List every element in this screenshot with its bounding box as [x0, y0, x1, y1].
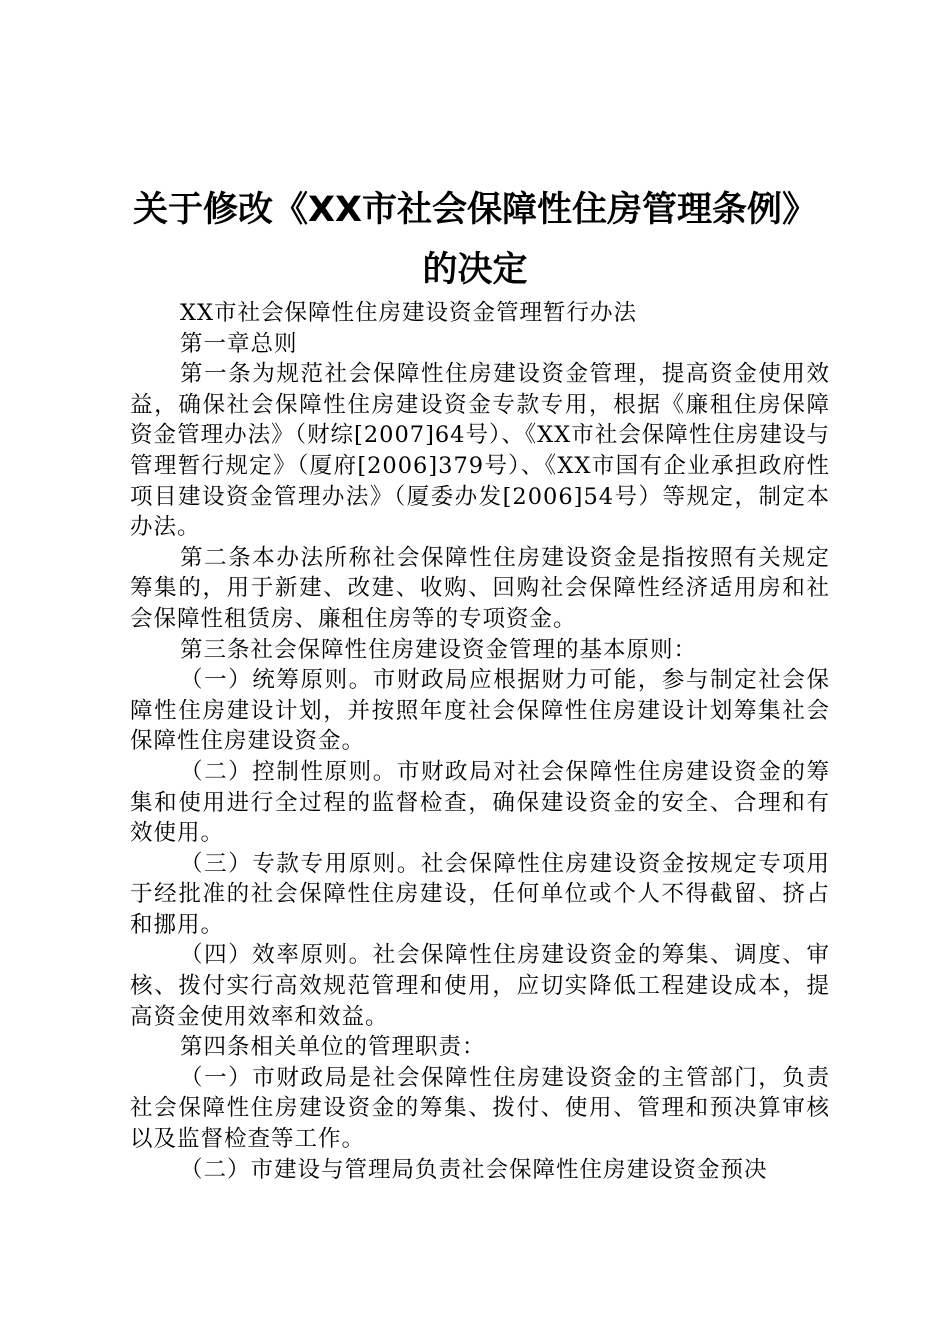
paragraph-article-2: 第二条本办法所称社会保障性住房建设资金是指按照有关规定筹集的，用于新建、改建、收购、回购社会保障性经济适用房和社会保障性租赁房、廉租住房等的专项资金。	[130, 544, 830, 632]
document-body	[130, 298, 830, 1185]
document-title-line1: 关于修改《XX市社会保障性住房管理条例》	[133, 190, 817, 230]
paragraph-principle-1: （一）统筹原则。市财政局应根据财力可能，参与制定社会保障性住房建设计划，并按照年度社会保障性住房建设计划筹集社会保障性住房建设资金。	[130, 667, 830, 755]
paragraph-article-3: 第三条社会保障性住房建设资金管理的基本原则：	[180, 636, 698, 663]
document-title-line2: 的决定	[422, 250, 528, 290]
paragraph-subtitle: XX市社会保障性住房建设资金管理暂行办法	[180, 300, 638, 326]
paragraph-principle-3: （三）专款专用原则。社会保障性住房建设资金按规定专项用于经批准的社会保障性住房建设，任何单位或个人不得截留、挤占和挪用。	[130, 850, 830, 938]
paragraph-chapter-heading: 第一章总则	[180, 330, 298, 357]
paragraph-principle-4: （四）效率原则。社会保障性住房建设资金的筹集、调度、审核、拨付实行高效规范管理和使用，应切实降低工程建设成本，提高资金使用效率和效益。	[130, 942, 830, 1030]
paragraph-duty-2: （二）市建设与管理局负责社会保障性住房建设资金预决	[180, 1156, 768, 1183]
paragraph-article-4: 第四条相关单位的管理职责：	[180, 1034, 486, 1061]
paragraph-article-1: 第一条为规范社会保障性住房建设资金管理，提高资金使用效益，确保社会保障性住房建设资金专款专用，根据《廉租住房保障资金管理办法》（财综[2007]64号）、《XX市社会保障性住房建设与管理暂行规定》（厦府[2006]379号）、《XX市国有企业承担政府性项目建设资金管理办法》（厦委办发[2006]54号）等规定，制定本办法。	[130, 361, 830, 541]
paragraph-principle-2: （二）控制性原则。市财政局对社会保障性住房建设资金的筹集和使用进行全过程的监督检查，确保建设资金的安全、合理和有效使用。	[130, 758, 830, 847]
paragraph-duty-1: （一）市财政局是社会保障性住房建设资金的主管部门，负责社会保障性住房建设资金的筹集、拨付、使用、管理和预决算审核以及监督检查等工作。	[130, 1064, 830, 1153]
